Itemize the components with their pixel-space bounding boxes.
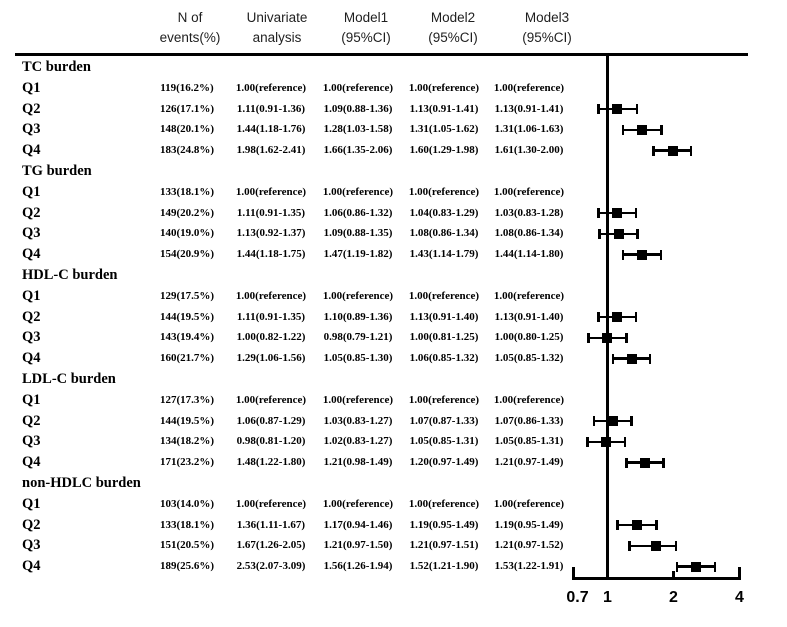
x-tick-label: 1	[603, 589, 612, 606]
cell-univariate: 1.98(1.62-2.41)	[236, 144, 306, 157]
cell-univariate: 1.11(0.91-1.36)	[236, 102, 306, 115]
cell-model2: 1.05(0.85-1.31)	[409, 435, 479, 448]
group-label: non-HDLC burden	[22, 475, 141, 491]
estimate-marker	[651, 541, 661, 551]
estimate-marker	[637, 250, 647, 260]
estimate-marker	[612, 104, 622, 114]
estimate-marker	[627, 354, 637, 364]
cell-model1: 1.28(1.03-1.58)	[323, 123, 393, 136]
cell-model1: 1.03(0.83-1.27)	[323, 414, 393, 427]
estimate-marker	[608, 416, 618, 426]
group-label: TG burden	[22, 163, 92, 179]
cell-model2: 1.00(reference)	[408, 289, 480, 302]
ci-cap-lower	[652, 146, 655, 156]
cell-n-events: 148(20.1%)	[159, 123, 215, 136]
cell-model3: 1.19(0.95-1.49)	[494, 518, 564, 531]
quartile-label: Q3	[22, 225, 41, 242]
cell-univariate: 1.44(1.18-1.75)	[236, 248, 306, 261]
x-tick-label: 0.7	[566, 589, 589, 606]
table-row	[0, 78, 787, 99]
cell-n-events: 151(20.5%)	[159, 539, 215, 552]
ci-cap-lower	[587, 333, 590, 343]
quartile-label: Q1	[22, 391, 41, 408]
cell-model3: 1.44(1.14-1.80)	[494, 248, 564, 261]
ci-cap-upper	[675, 541, 678, 551]
ci-cap-upper	[630, 416, 633, 426]
estimate-marker	[691, 562, 701, 572]
header-rule	[15, 53, 748, 56]
table-row	[0, 327, 787, 348]
quartile-label: Q3	[22, 537, 41, 554]
x-tick-label: 4	[735, 589, 744, 606]
group-row	[0, 57, 787, 78]
quartile-label: Q4	[22, 350, 41, 367]
cell-model1: 1.06(0.86-1.32)	[323, 206, 393, 219]
cell-model2: 1.52(1.21-1.90)	[409, 560, 479, 573]
cell-model2: 1.06(0.85-1.32)	[409, 352, 479, 365]
cell-univariate: 0.98(0.81-1.20)	[236, 435, 306, 448]
cell-model3: 1.00(reference)	[493, 497, 565, 510]
ci-cap-lower	[625, 458, 628, 468]
cell-model1: 1.09(0.88-1.35)	[323, 227, 393, 240]
column-header-line2: (95%CI)	[522, 30, 572, 45]
column-header-line2: analysis	[252, 30, 302, 45]
x-axis-tick	[738, 567, 741, 577]
group-row	[0, 369, 787, 390]
cell-univariate: 1.00(reference)	[235, 81, 307, 94]
estimate-marker	[601, 437, 611, 447]
cell-model3: 1.07(0.86-1.33)	[494, 414, 564, 427]
cell-model1: 1.00(reference)	[322, 393, 394, 406]
cell-n-events: 134(18.2%)	[159, 435, 215, 448]
ci-cap-lower	[586, 437, 589, 447]
table-row	[0, 431, 787, 452]
cell-model3: 1.00(reference)	[493, 393, 565, 406]
group-label: HDL-C burden	[22, 267, 118, 283]
table-row	[0, 286, 787, 307]
cell-model3: 1.21(0.97-1.52)	[494, 539, 564, 552]
cell-model3: 1.31(1.06-1.63)	[494, 123, 564, 136]
ci-cap-lower	[616, 520, 619, 530]
ci-cap-upper	[625, 333, 628, 343]
ci-cap-upper	[690, 146, 693, 156]
cell-univariate: 1.06(0.87-1.29)	[236, 414, 306, 427]
cell-n-events: 140(19.0%)	[159, 227, 215, 240]
table-row	[0, 223, 787, 244]
ci-cap-upper	[624, 437, 627, 447]
cell-model2: 1.13(0.91-1.40)	[409, 310, 479, 323]
cell-univariate: 1.00(reference)	[235, 185, 307, 198]
cell-n-events: 144(19.5%)	[159, 414, 215, 427]
ci-cap-upper	[655, 520, 658, 530]
cell-model2: 1.00(reference)	[408, 393, 480, 406]
estimate-marker	[632, 520, 642, 530]
cell-n-events: 133(18.1%)	[159, 185, 215, 198]
quartile-label: Q2	[22, 516, 41, 533]
x-axis-line	[572, 577, 741, 580]
cell-model3: 1.05(0.85-1.32)	[494, 352, 564, 365]
estimate-marker	[602, 333, 612, 343]
ci-cap-upper	[635, 312, 638, 322]
column-header-line1: Model3	[524, 10, 570, 25]
group-row	[0, 161, 787, 182]
column-header-line1: Model2	[430, 10, 476, 25]
cell-model1: 1.66(1.35-2.06)	[323, 144, 393, 157]
x-axis-tick	[672, 571, 675, 577]
cell-n-events: 119(16.2%)	[160, 81, 214, 94]
cell-n-events: 171(23.2%)	[159, 456, 215, 469]
cell-univariate: 1.00(0.82-1.22)	[236, 331, 306, 344]
cell-model3: 1.00(reference)	[493, 185, 565, 198]
quartile-label: Q1	[22, 495, 41, 512]
cell-model1: 1.56(1.26-1.94)	[323, 560, 393, 573]
ci-cap-upper	[660, 250, 663, 260]
quartile-label: Q2	[22, 308, 41, 325]
quartile-label: Q4	[22, 454, 41, 471]
cell-n-events: 103(14.0%)	[159, 497, 215, 510]
cell-n-events: 183(24.8%)	[159, 144, 215, 157]
ci-cap-lower	[622, 125, 625, 135]
cell-model2: 1.21(0.97-1.51)	[409, 539, 479, 552]
cell-univariate: 1.36(1.11-1.67)	[236, 518, 306, 531]
group-label: LDL-C burden	[22, 371, 116, 387]
estimate-marker	[637, 125, 647, 135]
group-label: TC burden	[22, 59, 91, 75]
cell-model2: 1.04(0.83-1.29)	[409, 206, 479, 219]
cell-n-events: 144(19.5%)	[159, 310, 215, 323]
cell-model2: 1.13(0.91-1.41)	[409, 102, 479, 115]
ci-cap-upper	[636, 104, 639, 114]
cell-model3: 1.00(reference)	[493, 289, 565, 302]
cell-n-events: 129(17.5%)	[159, 289, 215, 302]
x-axis-tick	[572, 567, 575, 577]
cell-model2: 1.08(0.86-1.34)	[409, 227, 479, 240]
ci-cap-lower	[597, 104, 600, 114]
cell-model1: 1.00(reference)	[322, 81, 394, 94]
cell-model3: 1.08(0.86-1.34)	[494, 227, 564, 240]
estimate-marker	[640, 458, 650, 468]
cell-model2: 1.20(0.97-1.49)	[409, 456, 479, 469]
cell-univariate: 1.13(0.92-1.37)	[236, 227, 306, 240]
ci-cap-lower	[597, 312, 600, 322]
cell-model3: 1.13(0.91-1.41)	[494, 102, 564, 115]
table-row	[0, 452, 787, 473]
cell-univariate: 1.11(0.91-1.35)	[236, 310, 306, 323]
cell-model2: 1.60(1.29-1.98)	[409, 144, 479, 157]
cell-univariate: 1.00(reference)	[235, 289, 307, 302]
cell-model1: 1.17(0.94-1.46)	[323, 518, 393, 531]
column-header-line2: (95%CI)	[428, 30, 478, 45]
cell-model2: 1.19(0.95-1.49)	[409, 518, 479, 531]
cell-univariate: 1.00(reference)	[235, 497, 307, 510]
ci-cap-lower	[593, 416, 596, 426]
cell-model3: 1.13(0.91-1.40)	[494, 310, 564, 323]
cell-model3: 1.00(0.80-1.25)	[494, 331, 564, 344]
cell-n-events: 160(21.7%)	[159, 352, 215, 365]
quartile-label: Q4	[22, 142, 41, 159]
table-row	[0, 411, 787, 432]
cell-model1: 1.21(0.97-1.50)	[323, 539, 393, 552]
quartile-label: Q1	[22, 79, 41, 96]
cell-univariate: 1.00(reference)	[235, 393, 307, 406]
cell-n-events: 189(25.6%)	[159, 560, 215, 573]
quartile-label: Q4	[22, 246, 41, 263]
table-row	[0, 348, 787, 369]
ci-cap-lower	[612, 354, 615, 364]
cell-model1: 0.98(0.79-1.21)	[323, 331, 393, 344]
cell-univariate: 1.11(0.91-1.35)	[236, 206, 306, 219]
cell-model2: 1.00(reference)	[408, 185, 480, 198]
table-row	[0, 307, 787, 328]
ci-cap-lower	[597, 208, 600, 218]
cell-univariate: 1.67(1.26-2.05)	[236, 539, 306, 552]
table-row	[0, 244, 787, 265]
estimate-marker	[612, 312, 622, 322]
cell-model1: 1.00(reference)	[322, 185, 394, 198]
cell-univariate: 1.48(1.22-1.80)	[236, 456, 306, 469]
quartile-label: Q4	[22, 558, 41, 575]
x-tick-label: 2	[669, 589, 678, 606]
cell-model1: 1.05(0.85-1.30)	[323, 352, 393, 365]
quartile-label: Q2	[22, 100, 41, 117]
ci-cap-lower	[628, 541, 631, 551]
cell-model3: 1.21(0.97-1.49)	[494, 456, 564, 469]
quartile-label: Q1	[22, 183, 41, 200]
quartile-label: Q2	[22, 412, 41, 429]
ci-cap-lower	[622, 250, 625, 260]
table-row	[0, 515, 787, 536]
quartile-label: Q3	[22, 329, 41, 346]
ci-cap-upper	[635, 208, 638, 218]
cell-model3: 1.00(reference)	[493, 81, 565, 94]
ci-cap-upper	[714, 562, 717, 572]
cell-model2: 1.43(1.14-1.79)	[409, 248, 479, 261]
group-row	[0, 265, 787, 286]
table-row	[0, 99, 787, 120]
cell-n-events: 149(20.2%)	[159, 206, 215, 219]
quartile-label: Q2	[22, 204, 41, 221]
estimate-marker	[668, 146, 678, 156]
column-header	[487, 8, 607, 48]
cell-model3: 1.03(0.83-1.28)	[494, 206, 564, 219]
ci-cap-upper	[636, 229, 639, 239]
estimate-marker	[612, 208, 622, 218]
cell-model1: 1.10(0.89-1.36)	[323, 310, 393, 323]
estimate-marker	[614, 229, 624, 239]
cell-model2: 1.00(reference)	[408, 497, 480, 510]
cell-n-events: 133(18.1%)	[159, 518, 215, 531]
ci-cap-lower	[676, 562, 679, 572]
cell-univariate: 1.29(1.06-1.56)	[236, 352, 306, 365]
cell-n-events: 127(17.3%)	[159, 393, 215, 406]
cell-model1: 1.47(1.19-1.82)	[323, 248, 393, 261]
cell-n-events: 154(20.9%)	[159, 248, 215, 261]
cell-model1: 1.21(0.98-1.49)	[323, 456, 393, 469]
quartile-label: Q1	[22, 287, 41, 304]
cell-model1: 1.00(reference)	[322, 497, 394, 510]
cell-model2: 1.00(reference)	[408, 81, 480, 94]
cell-n-events: 126(17.1%)	[159, 102, 215, 115]
table-row	[0, 494, 787, 515]
cell-model3: 1.53(1.22-1.91)	[494, 560, 564, 573]
ci-cap-lower	[598, 229, 601, 239]
cell-model3: 1.61(1.30-2.00)	[494, 144, 564, 157]
table-row	[0, 203, 787, 224]
cell-univariate: 1.44(1.18-1.76)	[236, 123, 306, 136]
table-row	[0, 556, 787, 577]
table-row	[0, 390, 787, 411]
cell-model2: 1.07(0.87-1.33)	[409, 414, 479, 427]
column-header-line2: (95%CI)	[341, 30, 391, 45]
cell-n-events: 143(19.4%)	[159, 331, 215, 344]
ci-cap-upper	[660, 125, 663, 135]
column-header-line2: events(%)	[159, 30, 221, 45]
table-row	[0, 119, 787, 140]
cell-model1: 1.02(0.83-1.27)	[323, 435, 393, 448]
quartile-label: Q3	[22, 433, 41, 450]
ci-cap-upper	[649, 354, 652, 364]
column-header-line1: Model1	[343, 10, 389, 25]
table-row	[0, 182, 787, 203]
column-header-line1: Univariate	[246, 10, 308, 25]
quartile-label: Q3	[22, 121, 41, 138]
ci-cap-upper	[662, 458, 665, 468]
group-row	[0, 473, 787, 494]
cell-model2: 1.00(0.81-1.25)	[409, 331, 479, 344]
cell-model1: 1.09(0.88-1.36)	[323, 102, 393, 115]
cell-model2: 1.31(1.05-1.62)	[409, 123, 479, 136]
cell-model1: 1.00(reference)	[322, 289, 394, 302]
cell-univariate: 2.53(2.07-3.09)	[236, 560, 306, 573]
column-header-line1: N of	[177, 10, 203, 25]
cell-model3: 1.05(0.85-1.31)	[494, 435, 564, 448]
